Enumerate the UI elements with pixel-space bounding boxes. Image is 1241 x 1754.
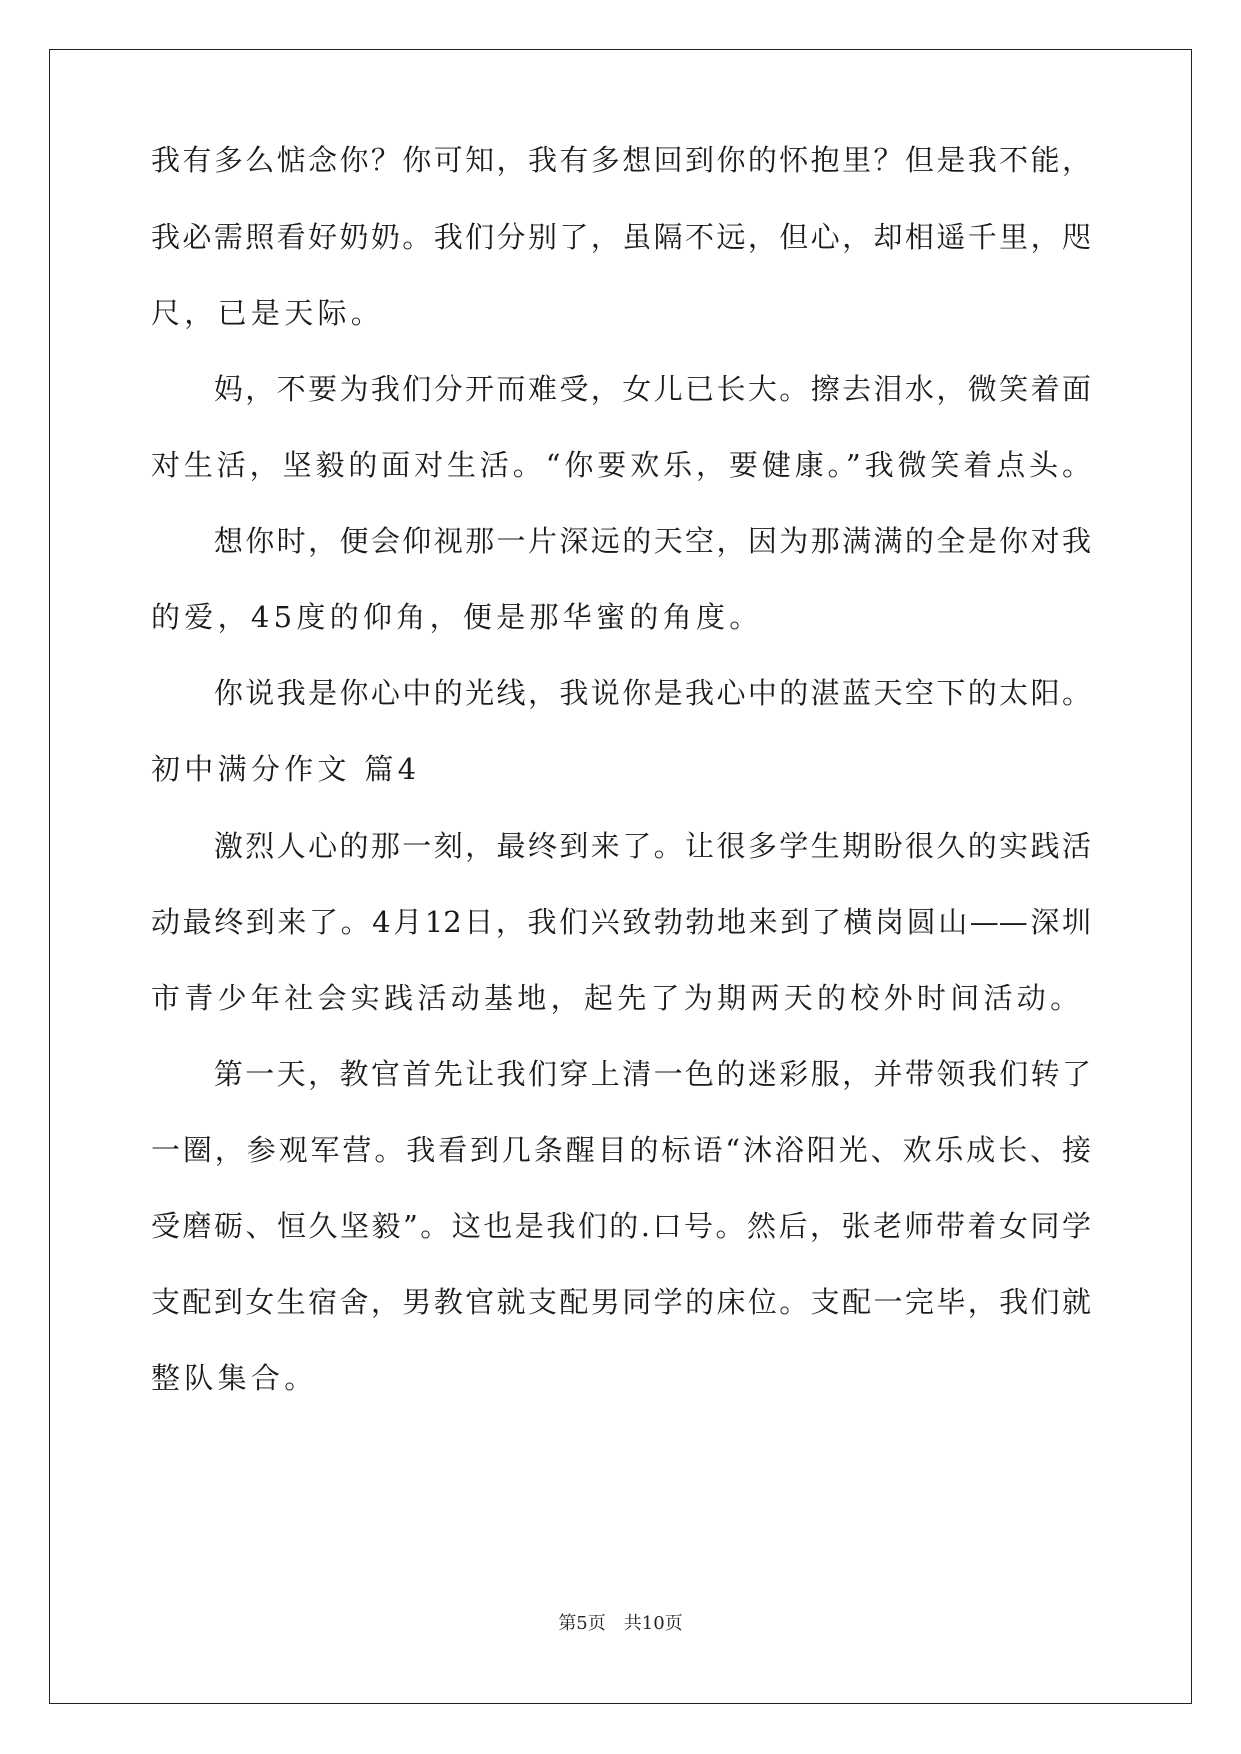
- section-heading: 初中满分作文 篇4: [151, 752, 421, 786]
- text-line: 的爱，45度的仰角，便是那华蜜的角度。: [151, 600, 763, 634]
- page-number: 第5页: [558, 1613, 606, 1634]
- text-line: 尺，已是天际。: [151, 296, 385, 330]
- text-line: 整队集合。: [151, 1361, 318, 1395]
- text-line: 动最终到来了。4月12日，我们兴致勃勃地来到了横岗圆山——深圳: [151, 905, 1091, 939]
- text-line: 第一天，教官首先让我们穿上清一色的迷彩服，并带领我们转了: [151, 1057, 1091, 1091]
- text-line: 我有多么惦念你？你可知，我有多想回到你的怀抱里？但是我不能，: [151, 143, 1091, 177]
- text-line: 受磨砺、恒久坚毅”。这也是我们的.口号。然后，张老师带着女同学: [151, 1209, 1091, 1243]
- text-line: 妈，不要为我们分开而难受，女儿已长大。擦去泪水，微笑着面: [151, 372, 1091, 406]
- page-total: 共10页: [623, 1613, 683, 1634]
- text-line: 支配到女生宿舍，男教官就支配男同学的床位。支配一完毕，我们就: [151, 1285, 1091, 1319]
- text-line: 想你时，便会仰视那一片深远的天空，因为那满满的全是你对我: [151, 524, 1091, 558]
- text-line: 我必需照看好奶奶。我们分别了，虽隔不远，但心，却相遥千里，咫: [151, 220, 1091, 254]
- text-line: 对生活，坚毅的面对生活。“你要欢乐，要健康。”我微笑着点头。: [151, 448, 1091, 482]
- page-footer: [0, 1612, 1241, 1636]
- text-line: 激烈人心的那一刻，最终到来了。让很多学生期盼很久的实践活: [151, 829, 1091, 863]
- text-line: 市青少年社会实践活动基地，起先了为期两天的校外时间活动。: [151, 981, 1084, 1015]
- text-line: 你说我是你心中的光线，我说你是我心中的湛蓝天空下的太阳。: [151, 676, 1091, 710]
- text-line: 一圈，参观军营。我看到几条醒目的标语“沐浴阳光、欢乐成长、接: [151, 1133, 1091, 1167]
